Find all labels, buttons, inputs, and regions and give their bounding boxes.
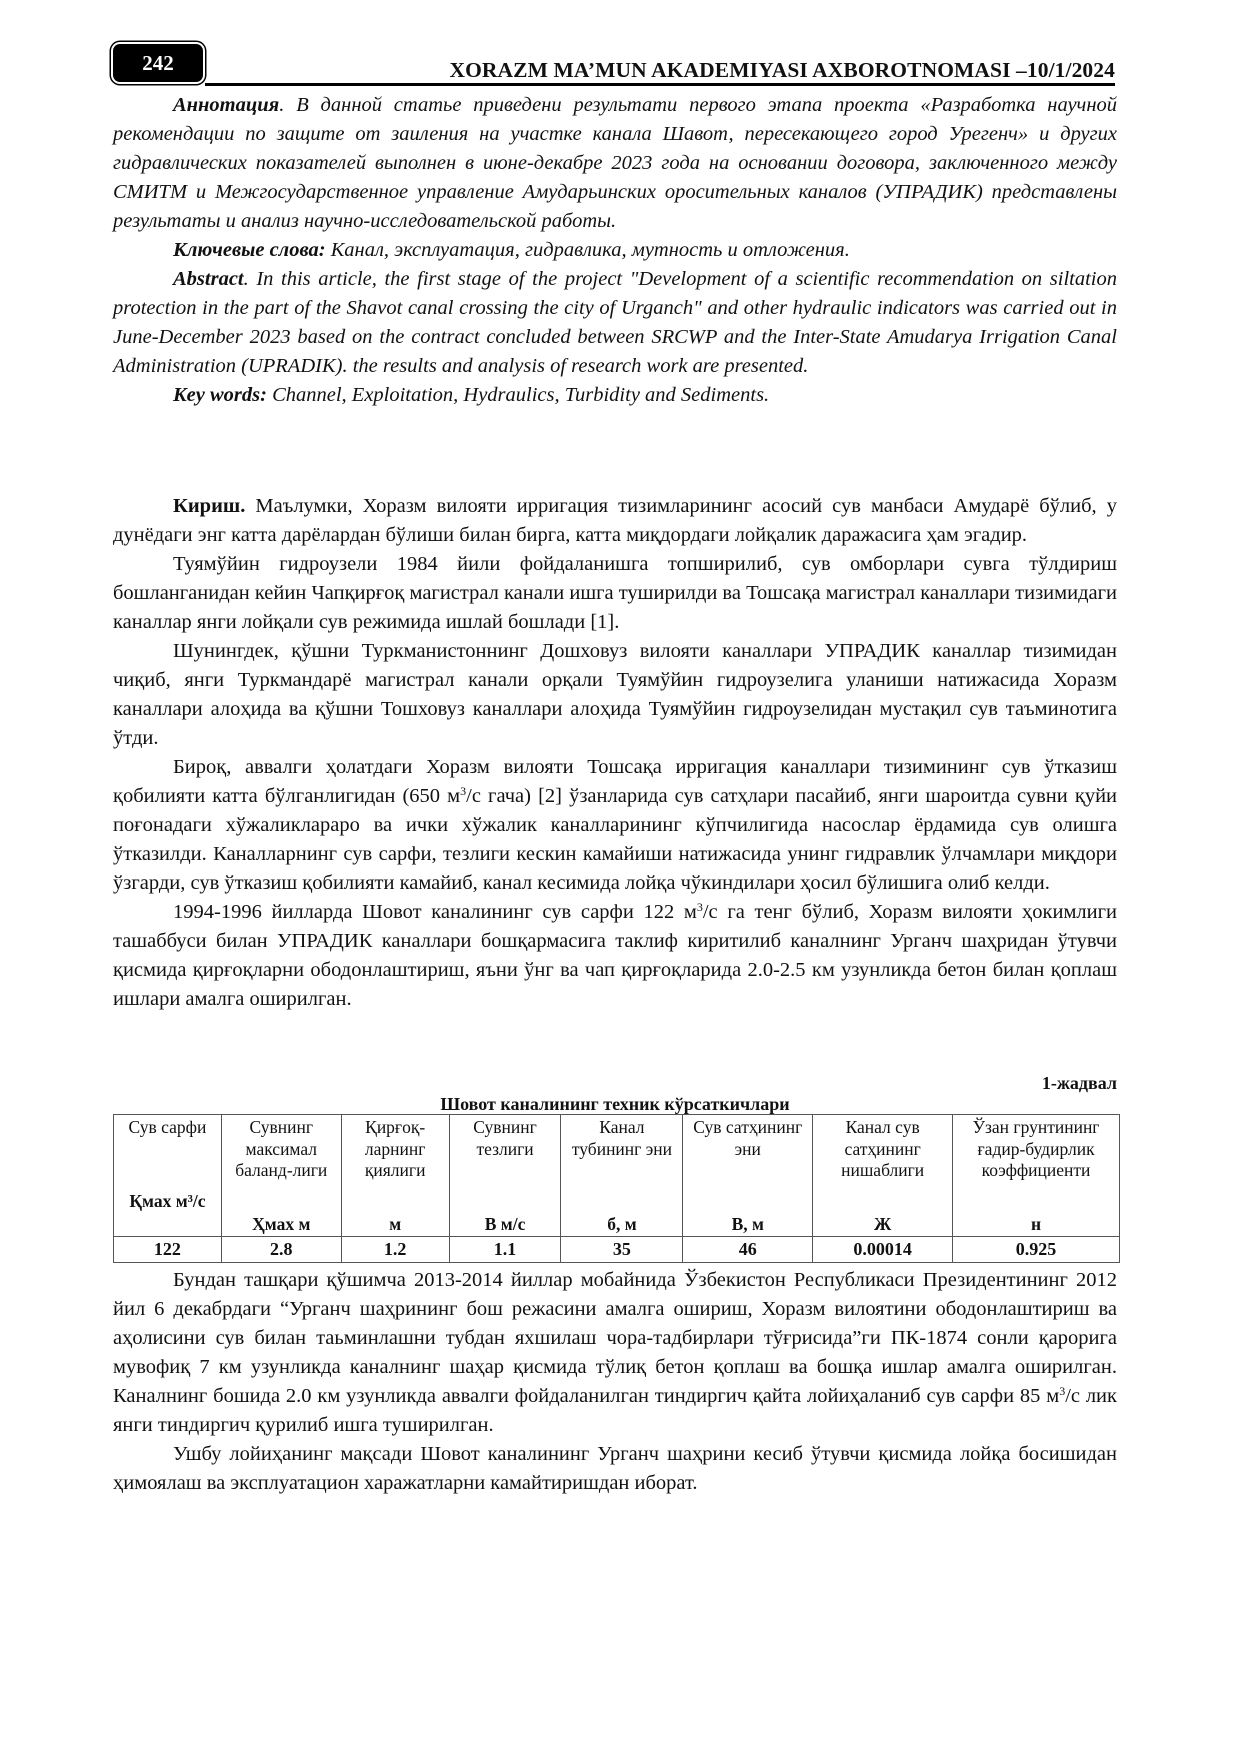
- superscript: 3: [696, 900, 703, 914]
- paragraph-5: [113, 898, 1117, 1014]
- cell-bank-slope: 1.2: [341, 1237, 449, 1263]
- journal-title: XORAZM MA’MUN AKADEMIYASI AXBOROTNOMASI –10/1/2024: [449, 58, 1115, 82]
- paragraph-4: [113, 753, 1117, 898]
- col-header-roughness: [953, 1115, 1120, 1237]
- col-unit: В, м: [731, 1213, 764, 1234]
- table-label: 1-жадвал: [1041, 1073, 1117, 1093]
- abstract-section: [113, 91, 1117, 410]
- col-header-text: Канал сув сатҳининг нишаблиги: [841, 1117, 925, 1180]
- keywords-ru-text: Канал, эксплуатация, гидравлика, мутность и отложения.: [325, 239, 850, 261]
- after-table-section: [113, 1266, 1117, 1498]
- unit-suffix: м: [294, 1213, 311, 1234]
- col-header-discharge: [114, 1115, 222, 1237]
- annotation-ru: [113, 91, 1117, 236]
- keywords-ru-label: Ключевые слова:: [173, 239, 326, 261]
- page-number: 242: [113, 44, 203, 82]
- cell-max-height: 2.8: [221, 1237, 341, 1263]
- col-unit: [114, 1191, 221, 1213]
- col-header-text: Сувнинг максимал баланд-лиги: [235, 1117, 328, 1180]
- abstract-text: . In this article, the first stage of the project "Development of a scientific recommendation on siltation protection in the part of the Shavot canal crossing the city of Urganch" and other hydraulic indicators was carried out in June-December 2023 based on the contract concluded between SRCWP and the Inter-State Amudarya Irrigation Canal Administration (UPRADIK). the results and analysis of research work are presented.: [113, 268, 1117, 377]
- col-unit: н: [1030, 1213, 1042, 1234]
- keywords-en-text: Channel, Exploitation, Hydraulics, Turbidity and Sediments.: [266, 384, 770, 406]
- abstract-en: [113, 265, 1117, 381]
- keywords-en: [113, 381, 1117, 410]
- cell-velocity: 1.1: [449, 1237, 561, 1263]
- col-header-surface-width: [683, 1115, 813, 1237]
- col-unit: б, м: [607, 1213, 637, 1234]
- abstract-label: Abstract: [173, 268, 244, 290]
- col-header-velocity: [449, 1115, 561, 1237]
- cell-surface-width: 46: [683, 1237, 813, 1263]
- paragraph-3: Шунингдек, қўшни Туркманистоннинг Дошховуз вилояти каналлари УПРАДИК каналлар тизимидан чиқиб, янги Туркмандарё магистрал канали орқали Туямўйин гидроузелига уланиши натижасида Хоразм каналлари алоҳида ва қўшни Тошховуз каналлари алоҳида Туямўйин гидроузелидан мустақил сув таъминотига ўтди.: [113, 640, 1117, 749]
- paragraph-text: Маълумки, Хоразм вилояти ирригация тизимларининг асосий сув манбаси Амударё бўлиб, у дунёдаги энг катта дарёлардан бўлиши билан бирга, катта миқдордаги лойқалик даражасига ҳам эгадир.: [113, 495, 1117, 546]
- cell-slope: 0.00014: [813, 1237, 953, 1263]
- col-header-text: Ўзан грунтининг ғадир-будирлик коэффициенти: [972, 1117, 1100, 1180]
- col-unit: В м/с: [484, 1213, 526, 1234]
- table-header-row: [114, 1115, 1120, 1237]
- col-header-text: Сувнинг тезлиги: [473, 1117, 537, 1159]
- paragraph-7: Ушбу лойиҳанинг мақсади Шовот каналининг Урганч шаҳрини кесиб ўтувчи қисмида лойқа босишидан ҳимоялаш ва эксплуатацион харажатларни камайтиришдан иборат.: [113, 1443, 1117, 1494]
- col-header-text: Қирғоқ-ларнинг қиялиги: [364, 1117, 426, 1180]
- cell-bottom-width: 35: [561, 1237, 683, 1263]
- keywords-ru: [113, 236, 1117, 265]
- paragraph-text: /с га тенг бўлиб, Хоразм вилояти ҳокимлиги ташаббуси билан УПРАДИК каналлари бошқармасига таклиф киритилиб каналнинг Урганч шаҳридан ўтувчи қисмида қирғоқларни ободонлаштириш, яъни ўнг ва чап қирғоқларида 2.0-2.5 км узунликда бетон билан қоплаш ишлари амалга оширилган.: [113, 901, 1117, 1010]
- paragraph-6: [113, 1266, 1117, 1440]
- table-row: [114, 1237, 1120, 1263]
- unit-symbol: Қмах: [129, 1190, 172, 1211]
- superscript: 3: [460, 784, 467, 798]
- paragraph-text: /с лик янги тиндиргич қурилиб ишга туширилган.: [113, 1385, 1117, 1436]
- col-header-text: Сув сарфи: [128, 1117, 207, 1137]
- col-header-bank-slope: [341, 1115, 449, 1237]
- paragraph-text: /с гача) [2] ўзанларида сув сатҳлари пасайиб, янги шароитда сувни қуйи поғонадаги хўжаликлараро ва ички хўжалик каналларининг кўпчилигида насослар ёрдамида сув олишга ўтказилди. Каналларнинг сув сарфи, тезлиги кескин камайиши натижасида унинг гидравлик ўлчамлари миқдори ўзгарди, сув ўтказиш қобилияти камайиб, канал кесимида лойқа чўкиндилари ҳосил бўлишига олиб келди.: [113, 785, 1118, 894]
- table-title: Шовот каналининг техник кўрсаткичлари: [440, 1094, 790, 1114]
- col-header-max-height: [221, 1115, 341, 1237]
- body-section: [113, 492, 1117, 1014]
- canal-specs-table: [113, 1114, 1120, 1263]
- col-header-bottom-width: [561, 1115, 683, 1237]
- paragraph-text: 1994-1996 йилларда Шовот каналининг сув сарфи 122 м: [173, 901, 697, 923]
- paragraph-text: Бироқ, аввалги ҳолатдаги Хоразм вилояти Тошсақа ирригация каналлари тизимининг сув ўтказиш қобилияти катта бўлганлигидан (650 м: [113, 756, 1117, 807]
- superscript: 3: [1059, 1384, 1066, 1398]
- paragraph-text: Бундан ташқари қўшимча 2013-2014 йиллар мобайнида Ўзбекистон Республикаси Президентининг 2012 йил 6 декабрдаги “Урганч шаҳрининг бош режасини амалга ошириш, Хоразм вилоятини ободонлаштириш ва аҳолисини сув билан таьминлашни тубдан яхшилаш чора-тадбирлари тўғрисида”ги ПК-1874 сонли қарорига мувофиқ 7 км узунликда каналнинг шаҳар қисмида тўлиқ бетон қоплаш ва бошқа ишлар амалга оширилган. Каналнинг бошида 2.0 км узунликда аввалги фойдаланилган тиндиргич қайта лойиҳаланиб сув сарфи 85 м: [113, 1269, 1117, 1407]
- header-rule: [205, 83, 1115, 86]
- col-unit: [222, 1214, 341, 1236]
- cell-discharge: 122: [114, 1237, 222, 1263]
- intro-label: Кириш.: [173, 495, 246, 517]
- keywords-en-label: Key words:: [173, 384, 267, 406]
- col-header-text: Сув сатҳининг эни: [693, 1117, 803, 1159]
- paragraph-2: Туямўйин гидроузели 1984 йили фойдаланишга топширилиб, сув омборлари сувга тўлдириш бошланганидан кейин Чапқирғоқ магистрал канали ишга туширилди ва Тошсақа магистрал каналлари тизимидаги каналлар янги лойқали сув режимида ишлай бошлади [1].: [113, 553, 1117, 633]
- paragraph-intro: [113, 492, 1117, 550]
- unit-symbol: Ҳмах: [252, 1213, 295, 1234]
- annotation-text: . В данной статье приведени результати первого этапа проекта «Разработка научной рекомендации по защите от заиления на участке канала Шавот, пересекающего город Урегенч» и других гидравлических показателей выполнен в июне-декабре 2023 года на основании договора, заключенного между СМИТМ и Межгосударственное управление Амударьинских оросительных каналов (УПРАДИК) представлены результаты и анализ научно-исследовательской работы.: [113, 94, 1117, 232]
- cell-roughness: 0.925: [953, 1237, 1120, 1263]
- col-header-text: Канал тубининг эни: [571, 1117, 672, 1159]
- col-unit: м: [389, 1213, 402, 1234]
- annotation-label: Аннотация: [173, 94, 280, 116]
- unit-suffix: м³/с: [171, 1190, 206, 1211]
- col-unit: Ж: [873, 1213, 892, 1234]
- col-header-slope: [813, 1115, 953, 1237]
